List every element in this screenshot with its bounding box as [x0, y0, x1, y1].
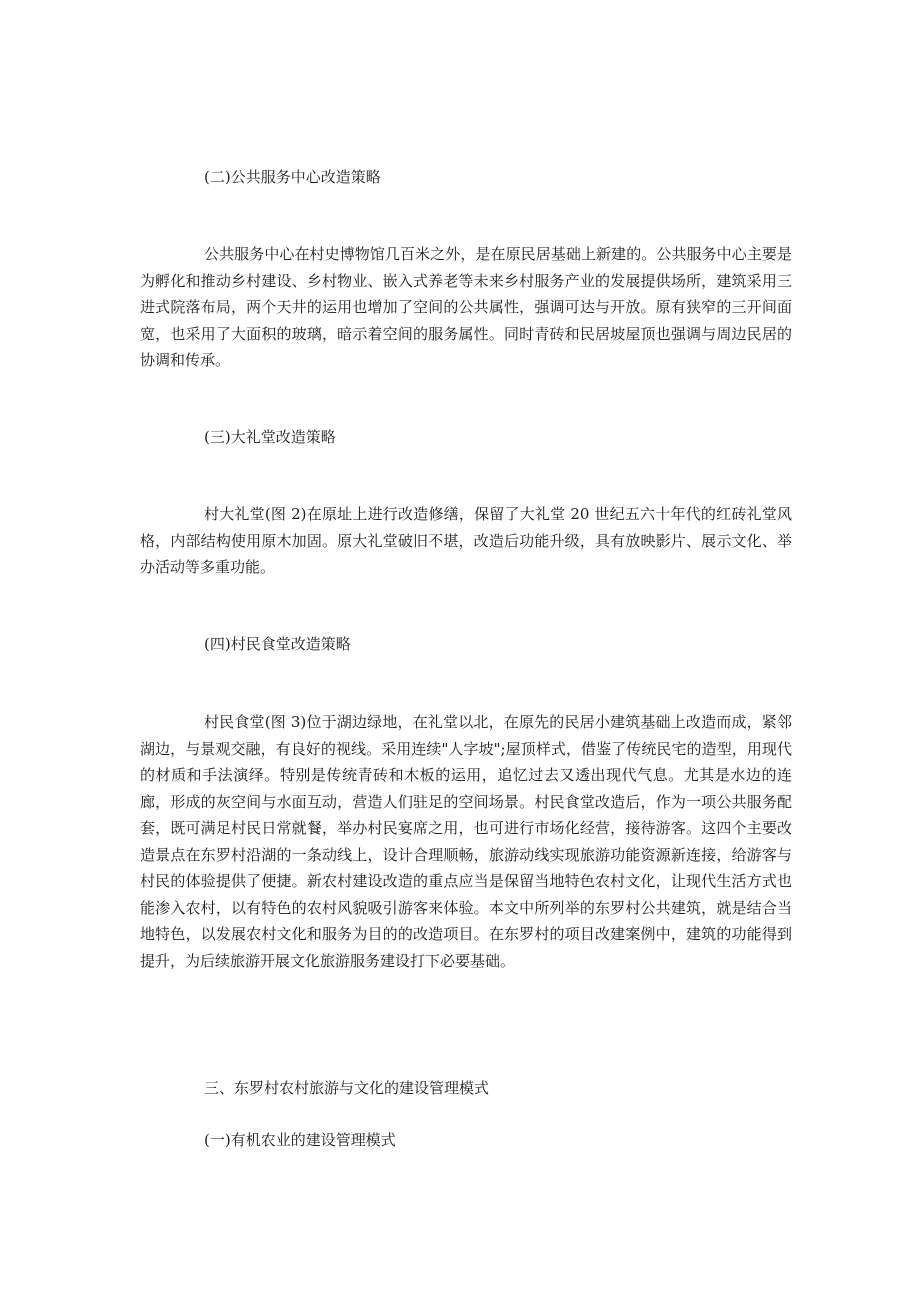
paragraph-grand-hall: 村大礼堂(图 2)在原址上进行改造修缮，保留了大礼堂 20 世纪五六十年代的红砖礼堂风格，内部结构使用原木加固。原大礼堂破旧不堪，改造后功能升级，具有放映影片、展示文化、举办活动等多重功能。 [140, 505, 792, 576]
paragraph-public-service-center: 公共服务中心在村史博物馆几百米之外，是在原民居基础上新建的。公共服务中心主要是为孵化和推动乡村建设、乡村物业、嵌入式养老等未来乡村服务产业的发展提供场所，建筑采用三进式院落布局，两个天井的运用也增加了空间的公共属性，强调可达与开放。原有狭窄的三开间面宽，也采用了大面积的玻璃，暗示着空间的服务属性。同时青砖和民居坡屋顶也强调与周边民居的协调和传承。 [140, 245, 792, 369]
chapter-heading: 三、东罗村农村旅游与文化的建设管理模式 [204, 1079, 490, 1097]
sub-heading-organic-agriculture: (一)有机农业的建设管理模式 [204, 1131, 396, 1149]
section-heading-public-service-center: (二)公共服务中心改造策略 [204, 168, 381, 186]
paragraph-villager-canteen: 村民食堂(图 3)位于湖边绿地，在礼堂以北，在原先的民居小建筑基础上改造而成，紧邻湖边，与景观交融，有良好的视线。采用连续"人字坡";屋顶样式，借鉴了传统民宅的造型，用现代的材质和手法演绎。特别是传统青砖和木板的运用，追忆过去又透出现代气息。尤其是水边的连廊，形成的灰空间与水面互动，营造人们驻足的空间场景。村民食堂改造后，作为一项公共服务配套，既可满足村民日常就餐，举办村民宴席之用，也可进行市场化经营，接待游客。这四个主要改造景点在东罗村沿湖的一条动线上，设计合理顺畅，旅游动线实现旅游功能资源新连接，给游客与村民的体验提供了便捷。新农村建设改造的重点应当是保留当地特色农村文化，让现代生活方式也能渗入农村，以有特色的农村风貌吸引游客来体验。本文中所列举的东罗村公共建筑，就是结合当地特色，以发展农村文化和服务为目的的改造项目。在东罗村的项目改建案例中，建筑的功能得到提升，为后续旅游开展文化旅游服务建设打下必要基础。 [140, 713, 792, 970]
section-heading-villager-canteen: (四)村民食堂改造策略 [204, 635, 351, 653]
section-heading-grand-hall: (三)大礼堂改造策略 [204, 428, 336, 446]
